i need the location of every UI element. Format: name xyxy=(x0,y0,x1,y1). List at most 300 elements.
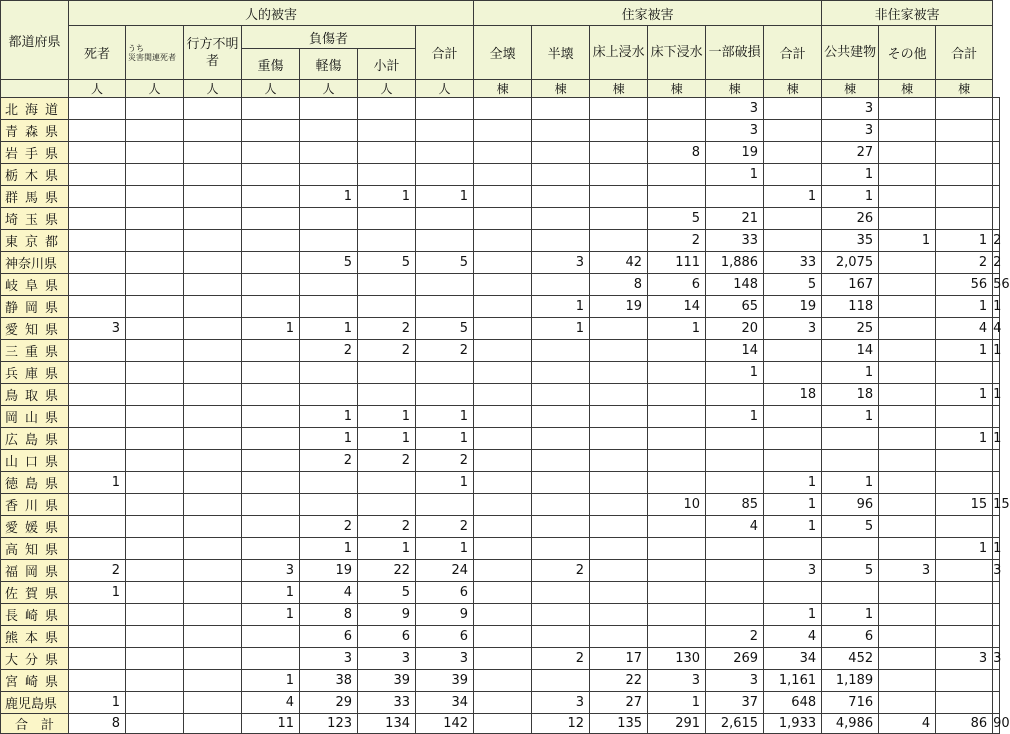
table-cell: 5 xyxy=(822,516,879,538)
table-cell xyxy=(184,274,242,296)
table-cell xyxy=(936,120,993,142)
table-cell xyxy=(474,384,532,406)
table-cell: 2,615 xyxy=(706,714,764,734)
table-cell xyxy=(184,230,242,252)
table-cell xyxy=(69,164,126,186)
table-cell: 3 xyxy=(532,252,590,274)
table-cell xyxy=(474,362,532,384)
table-cell xyxy=(936,670,993,692)
table-cell xyxy=(532,98,590,120)
table-cell xyxy=(242,428,300,450)
table-cell: 1 xyxy=(764,472,822,494)
table-cell: 1 xyxy=(532,318,590,340)
prefecture-name: 高知県 xyxy=(1,538,69,560)
table-cell: 27 xyxy=(590,692,648,714)
table-cell: 1 xyxy=(300,428,358,450)
table-cell: 1 xyxy=(416,538,474,560)
table-cell xyxy=(242,384,300,406)
table-cell xyxy=(879,142,936,164)
prefecture-name: 大分県 xyxy=(1,648,69,670)
table-cell xyxy=(184,296,242,318)
table-cell: 4,986 xyxy=(822,714,879,734)
table-cell xyxy=(474,714,532,734)
table-cell xyxy=(822,428,879,450)
table-cell: 111 xyxy=(648,252,706,274)
table-cell: 1 xyxy=(764,494,822,516)
table-cell xyxy=(706,472,764,494)
table-cell xyxy=(936,142,993,164)
table-row xyxy=(1,428,1000,450)
table-cell xyxy=(358,274,416,296)
table-cell xyxy=(590,120,648,142)
table-cell: 33 xyxy=(358,692,416,714)
prefecture-name: 埼玉県 xyxy=(1,208,69,230)
prefecture-header: 都道府県 xyxy=(1,1,69,80)
table-cell: 1 xyxy=(532,296,590,318)
table-cell xyxy=(936,516,993,538)
table-cell xyxy=(126,384,184,406)
table-cell xyxy=(879,362,936,384)
unit-cell: 棟 xyxy=(474,80,532,98)
table-cell: 1 xyxy=(822,406,879,428)
table-cell xyxy=(993,692,1000,714)
table-cell xyxy=(416,494,474,516)
table-cell: 4 xyxy=(242,692,300,714)
table-cell: 4 xyxy=(706,516,764,538)
table-cell xyxy=(532,494,590,516)
table-cell: 39 xyxy=(416,670,474,692)
table-cell: 1 xyxy=(358,186,416,208)
table-cell: 6 xyxy=(648,274,706,296)
table-cell xyxy=(184,494,242,516)
table-cell xyxy=(242,142,300,164)
nonhouse-total-header: 合計 xyxy=(936,26,993,80)
table-cell: 1 xyxy=(822,604,879,626)
table-cell xyxy=(474,582,532,604)
table-cell xyxy=(590,362,648,384)
table-cell xyxy=(648,538,706,560)
table-cell: 1,933 xyxy=(764,714,822,734)
table-cell xyxy=(532,384,590,406)
table-cell xyxy=(184,692,242,714)
missing-header: 行方不明者 xyxy=(184,26,242,80)
table-body xyxy=(1,98,1010,734)
table-cell xyxy=(532,450,590,472)
table-cell xyxy=(358,120,416,142)
table-cell: 9 xyxy=(358,604,416,626)
table-cell xyxy=(184,142,242,164)
table-cell xyxy=(358,98,416,120)
dead-related-header-line2: 災害関連死者 xyxy=(128,52,176,62)
table-cell xyxy=(300,274,358,296)
table-cell: 15 xyxy=(993,494,1000,516)
total-label: 合 計 xyxy=(1,714,69,734)
total-row xyxy=(1,714,1000,734)
table-cell xyxy=(936,472,993,494)
table-cell xyxy=(126,604,184,626)
table-cell xyxy=(69,274,126,296)
table-cell: 1 xyxy=(936,538,993,560)
table-cell: 24 xyxy=(416,560,474,582)
table-cell xyxy=(69,450,126,472)
table-cell xyxy=(474,98,532,120)
table-cell xyxy=(300,208,358,230)
table-cell xyxy=(126,230,184,252)
table-cell: 1 xyxy=(300,406,358,428)
table-cell: 22 xyxy=(358,560,416,582)
unit-cell: 棟 xyxy=(648,80,706,98)
table-cell: 14 xyxy=(648,296,706,318)
table-cell: 1 xyxy=(993,428,1000,450)
table-cell xyxy=(879,428,936,450)
table-cell xyxy=(69,208,126,230)
table-cell xyxy=(879,516,936,538)
table-cell: 1 xyxy=(764,186,822,208)
table-cell xyxy=(590,142,648,164)
table-cell: 1 xyxy=(936,230,993,252)
table-cell: 86 xyxy=(936,714,993,734)
table-row xyxy=(1,230,1000,252)
table-cell xyxy=(184,670,242,692)
unit-cell: 棟 xyxy=(879,80,936,98)
table-cell: 1 xyxy=(358,406,416,428)
table-cell: 1,161 xyxy=(764,670,822,692)
table-cell xyxy=(69,648,126,670)
table-cell: 1 xyxy=(822,186,879,208)
table-cell xyxy=(184,384,242,406)
table-cell xyxy=(706,428,764,450)
unit-cell: 人 xyxy=(416,80,474,98)
table-cell xyxy=(879,252,936,274)
table-cell xyxy=(590,582,648,604)
table-cell xyxy=(648,362,706,384)
table-cell: 35 xyxy=(822,230,879,252)
table-cell xyxy=(706,384,764,406)
table-cell: 123 xyxy=(300,714,358,734)
table-cell xyxy=(69,384,126,406)
table-cell: 5 xyxy=(648,208,706,230)
table-cell: 26 xyxy=(822,208,879,230)
table-cell: 1 xyxy=(416,428,474,450)
table-cell xyxy=(590,428,648,450)
table-cell xyxy=(126,274,184,296)
table-cell xyxy=(300,296,358,318)
table-cell xyxy=(590,318,648,340)
unit-cell: 棟 xyxy=(706,80,764,98)
table-cell: 17 xyxy=(590,648,648,670)
table-cell xyxy=(590,340,648,362)
table-cell: 2 xyxy=(993,252,1000,274)
table-cell xyxy=(993,142,1000,164)
table-cell xyxy=(126,494,184,516)
table-cell xyxy=(879,450,936,472)
table-cell xyxy=(474,274,532,296)
table-cell: 25 xyxy=(822,318,879,340)
table-cell xyxy=(242,274,300,296)
table-cell xyxy=(242,362,300,384)
table-cell xyxy=(126,428,184,450)
table-cell xyxy=(936,692,993,714)
table-cell xyxy=(126,208,184,230)
table-cell xyxy=(532,428,590,450)
table-cell: 29 xyxy=(300,692,358,714)
table-cell xyxy=(590,626,648,648)
table-cell xyxy=(474,406,532,428)
table-cell: 96 xyxy=(822,494,879,516)
table-cell xyxy=(126,472,184,494)
table-cell xyxy=(416,208,474,230)
table-cell xyxy=(822,450,879,472)
table-cell xyxy=(532,604,590,626)
table-cell xyxy=(474,186,532,208)
table-cell: 42 xyxy=(590,252,648,274)
table-cell xyxy=(126,120,184,142)
table-row xyxy=(1,252,1000,274)
prefecture-name: 三重県 xyxy=(1,340,69,362)
table-cell xyxy=(69,362,126,384)
table-cell xyxy=(126,186,184,208)
table-cell xyxy=(648,428,706,450)
prefecture-name: 徳島県 xyxy=(1,472,69,494)
table-row xyxy=(1,626,1000,648)
table-header xyxy=(1,1,1000,98)
serious-injury-header: 重傷 xyxy=(242,49,300,80)
partial-damage-header: 一部破損 xyxy=(706,26,764,80)
table-cell: 1 xyxy=(242,318,300,340)
table-cell: 6 xyxy=(416,626,474,648)
table-cell: 1 xyxy=(69,692,126,714)
table-cell: 2 xyxy=(993,230,1000,252)
table-cell xyxy=(242,186,300,208)
table-cell: 56 xyxy=(936,274,993,296)
table-cell xyxy=(590,186,648,208)
table-cell xyxy=(300,384,358,406)
table-cell xyxy=(69,406,126,428)
table-cell xyxy=(300,230,358,252)
table-cell xyxy=(358,494,416,516)
table-cell xyxy=(184,472,242,494)
table-cell: 1,189 xyxy=(822,670,879,692)
table-cell: 1 xyxy=(242,604,300,626)
table-cell xyxy=(532,472,590,494)
table-cell xyxy=(706,450,764,472)
table-cell xyxy=(358,142,416,164)
below-floor-header: 床下浸水 xyxy=(648,26,706,80)
table-cell xyxy=(936,604,993,626)
prefecture-name: 宮崎県 xyxy=(1,670,69,692)
table-cell xyxy=(242,450,300,472)
table-cell xyxy=(590,604,648,626)
table-cell xyxy=(764,582,822,604)
table-cell xyxy=(590,208,648,230)
table-cell xyxy=(706,604,764,626)
table-cell: 2 xyxy=(648,230,706,252)
table-cell xyxy=(474,648,532,670)
table-cell: 2 xyxy=(706,626,764,648)
table-cell xyxy=(590,494,648,516)
table-cell xyxy=(184,604,242,626)
table-cell xyxy=(416,384,474,406)
table-cell xyxy=(590,164,648,186)
table-row xyxy=(1,98,1000,120)
table-cell xyxy=(879,604,936,626)
table-cell xyxy=(936,362,993,384)
table-cell xyxy=(532,274,590,296)
prefecture-name: 静岡県 xyxy=(1,296,69,318)
table-cell xyxy=(706,560,764,582)
table-cell xyxy=(936,450,993,472)
table-cell xyxy=(648,164,706,186)
table-cell xyxy=(242,494,300,516)
dead-related-header-line1: うち xyxy=(128,43,144,53)
table-cell xyxy=(993,98,1000,120)
prefecture-name: 栃木県 xyxy=(1,164,69,186)
table-cell: 6 xyxy=(822,626,879,648)
table-cell xyxy=(648,340,706,362)
table-cell: 34 xyxy=(416,692,474,714)
table-cell: 2 xyxy=(300,340,358,362)
table-cell: 3 xyxy=(936,648,993,670)
unit-cell: 棟 xyxy=(822,80,879,98)
table-cell xyxy=(126,252,184,274)
table-cell xyxy=(358,296,416,318)
table-cell xyxy=(648,406,706,428)
table-cell: 38 xyxy=(300,670,358,692)
human-damage-header: 人的被害 xyxy=(69,1,474,26)
table-cell xyxy=(879,472,936,494)
table-cell xyxy=(879,384,936,406)
table-cell xyxy=(590,516,648,538)
table-cell xyxy=(242,296,300,318)
table-cell xyxy=(532,208,590,230)
table-cell: 1 xyxy=(993,538,1000,560)
table-cell xyxy=(879,186,936,208)
table-cell: 11 xyxy=(242,714,300,734)
table-cell: 130 xyxy=(648,648,706,670)
table-cell xyxy=(474,428,532,450)
table-cell: 4 xyxy=(936,318,993,340)
table-cell xyxy=(358,384,416,406)
table-cell xyxy=(590,230,648,252)
table-cell xyxy=(184,406,242,428)
table-row xyxy=(1,142,1000,164)
table-cell xyxy=(590,560,648,582)
table-cell xyxy=(532,516,590,538)
table-cell xyxy=(764,164,822,186)
table-cell: 1 xyxy=(706,406,764,428)
above-floor-header: 床上浸水 xyxy=(590,26,648,80)
table-cell: 1 xyxy=(936,428,993,450)
table-cell: 9 xyxy=(416,604,474,626)
table-cell: 1,886 xyxy=(706,252,764,274)
table-cell xyxy=(474,692,532,714)
table-cell xyxy=(879,648,936,670)
table-cell xyxy=(126,362,184,384)
unit-cell: 棟 xyxy=(532,80,590,98)
human-total-header: 合計 xyxy=(416,26,474,80)
table-cell xyxy=(184,648,242,670)
table-cell xyxy=(474,252,532,274)
table-cell xyxy=(474,142,532,164)
table-cell xyxy=(69,538,126,560)
table-cell xyxy=(532,538,590,560)
table-cell xyxy=(590,472,648,494)
prefecture-name: 兵庫県 xyxy=(1,362,69,384)
table-cell xyxy=(416,230,474,252)
table-cell xyxy=(474,626,532,648)
table-cell xyxy=(242,230,300,252)
table-cell: 15 xyxy=(936,494,993,516)
table-cell xyxy=(879,274,936,296)
table-cell: 2,075 xyxy=(822,252,879,274)
table-cell xyxy=(879,208,936,230)
prefecture-name: 広島県 xyxy=(1,428,69,450)
table-cell: 22 xyxy=(590,670,648,692)
table-cell xyxy=(648,604,706,626)
table-cell xyxy=(69,604,126,626)
table-row xyxy=(1,604,1000,626)
table-cell xyxy=(416,274,474,296)
table-cell xyxy=(416,164,474,186)
table-cell xyxy=(879,120,936,142)
table-cell xyxy=(474,230,532,252)
table-cell xyxy=(532,340,590,362)
prefecture-name: 岩手県 xyxy=(1,142,69,164)
table-cell: 648 xyxy=(764,692,822,714)
table-cell xyxy=(184,626,242,648)
table-cell xyxy=(126,692,184,714)
table-cell xyxy=(936,582,993,604)
table-cell xyxy=(532,670,590,692)
table-cell xyxy=(648,582,706,604)
table-cell xyxy=(184,252,242,274)
table-cell: 3 xyxy=(764,560,822,582)
table-cell: 5 xyxy=(300,252,358,274)
table-cell xyxy=(764,340,822,362)
table-cell: 19 xyxy=(764,296,822,318)
table-cell xyxy=(358,362,416,384)
table-cell: 12 xyxy=(532,714,590,734)
table-cell xyxy=(993,582,1000,604)
table-cell xyxy=(879,340,936,362)
table-cell xyxy=(993,450,1000,472)
table-cell: 5 xyxy=(416,252,474,274)
table-row xyxy=(1,692,1000,714)
table-cell xyxy=(993,362,1000,384)
table-cell xyxy=(648,384,706,406)
table-cell: 1 xyxy=(993,340,1000,362)
table-cell xyxy=(474,516,532,538)
table-cell: 3 xyxy=(69,318,126,340)
unit-corner xyxy=(1,80,69,98)
table-cell: 1 xyxy=(879,230,936,252)
table-cell: 2 xyxy=(416,340,474,362)
table-cell: 39 xyxy=(358,670,416,692)
table-cell: 14 xyxy=(822,340,879,362)
table-cell: 6 xyxy=(416,582,474,604)
table-cell xyxy=(993,120,1000,142)
table-cell: 1 xyxy=(764,516,822,538)
table-cell xyxy=(822,538,879,560)
table-cell xyxy=(993,604,1000,626)
table-cell xyxy=(126,560,184,582)
table-cell xyxy=(126,670,184,692)
unit-cell: 棟 xyxy=(936,80,993,98)
table-cell xyxy=(474,560,532,582)
table-cell: 27 xyxy=(822,142,879,164)
table-row xyxy=(1,450,1000,472)
table-cell: 1 xyxy=(706,362,764,384)
